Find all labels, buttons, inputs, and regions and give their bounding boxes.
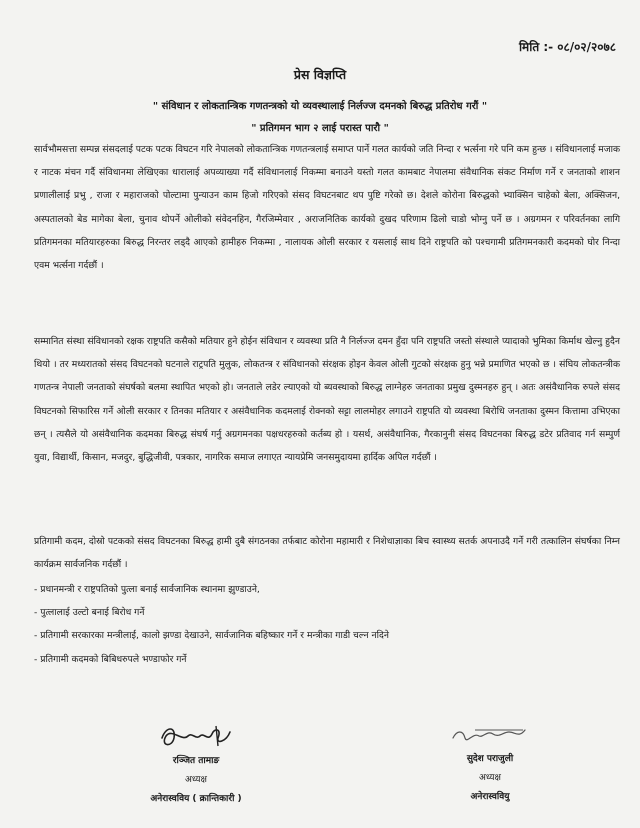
paragraph-3: प्रतिगामी कदम, दोस्रो पटकको संसद विघटनका बिरुद्ध हामी दुबै संगठनका तर्फबाट कोरोना महामारी र निशेधाज्ञाका बिच स्वास्थ्य सतर्क अपनाउदै गर्ने गरी तत्कालिन संघर्षका निम्न कार्यक्रम सार्वजनिक गर्दछौं । xyxy=(34,536,620,571)
signatory-role: अध्यक्ष xyxy=(479,773,501,783)
signatory-organization: अनेरास्वविय ( क्रान्तिकारी ) xyxy=(150,794,242,804)
signature-block-left xyxy=(96,722,296,809)
list-item: - पुत्लालाई उल्टो बनाई बिरोध गर्ने xyxy=(34,601,620,624)
paragraph-1: सार्वभौमसत्ता सम्पन्न संसदलाई पटक पटक विघटन गरि नेपालको लोकतान्त्रिक गणतन्त्रलाई समाप्त पार्ने गलत कार्यको जति निन्दा र भर्त्सना गरे पनि कम हुन्छ । संविधानलाई मजाक र नाटक मंचन गर्दै संविधानमा लेखिएका धारालाई अपव्याख्या गर्दै संविधानलाई निकम्मा बनाउने यस्तो गलत कामबाट नेपालमा संवैधानिक संकट निर्माण गर्ने र जनताको शाशन प्रणालीलाई प्रभु , राजा र महाराजको पोल्टामा पुन्याउन काम हिजो गरिएको संसद विघटनबाट थप पुष्टि गरेको छ। देशले कोरोना बिरुद्धको भ्याक्सिन चाहेको बेला, अक्सिजन, अस्पतालको बेड मागेका बेला, चुनाव थोपर्ने ओलीको संवेदनहिन, गैरजिम्मेवार , अराजनितिक कार्यको दुखद परिणाम ढिलो चाडो भोग्नु पर्ने छ । अग्रगमन र परिवर्तनका लागि प्रतिगमनका मतियारहरुका बिरुद्ध निरन्तर लड्दै आएको हामीहरु निकम्मा , नालायक ओली सरकार र यसलाई साथ दिने राष्ट्रपति को पश्चगामी प्रतिगमनकारी कदमको घोर निन्दा एवम भर्त्सना गर्दछौं । xyxy=(34,144,620,272)
signatory-name: रञ्जित तामाङ xyxy=(172,756,220,766)
list-item: - प्रधानमन्त्री र राष्ट्रपतिको पुत्ला बनाई सार्वजानिक स्थानमा झुण्डाउने, xyxy=(34,578,620,601)
document-heading: प्रेस विज्ञप्ति xyxy=(293,67,347,82)
date-line: मिति :- ०८/०२/२०७८ xyxy=(518,40,616,54)
signatory-organization: अनेरास्ववियु xyxy=(470,792,510,802)
signatory-name: सुदेश पराजुली xyxy=(466,754,514,764)
handwritten-signature-right xyxy=(445,720,535,750)
list-item: - प्रतिगामी कदमको बिबिधरुपले भण्डाफोर गर्ने xyxy=(34,648,620,671)
program-list xyxy=(34,578,620,671)
paragraph-2: सम्मानित संस्था संविधानको रक्षक राष्ट्रपति कसैको मतियार हुने होईन संविधान र व्यवस्था प्रति नै निर्लज्ज दमन हुँदा पनि राष्ट्रपति जस्तो संस्थाले प्यादाको भुमिका किर्माथ खेल्नु हुदैन थियो । तर मध्यरातको संसद विघटनको घटनाले राट्रपति मुलुक, लोकतन्त्र र संविधानको संरक्षक होइन केवल ओली गुटको संरक्षक हुनु भन्ने प्रमाणित भएको छ । संघिय लोकतन्त्रीक गणतन्त्र नेपाली जनताको संघर्षको बलमा स्थापित भएको हो। जनताले लडेर ल्याएको यो ब्यवस्थाको बिरुद्ध लाग्नेहरु जनताका प्रमुख दुस्मनहरु हुन् । अतः असंवैधानिक रुपले संसद विघटनको सिफारिस गर्ने ओली सरकार र तिनका मतियार र असंवैधानिक कदमलाई रोक्नको सट्टा लालमोहर लगाउने राष्ट्रपति यो व्यवस्था बिरोधि जनताका दुस्मन कित्तामा उभिएका छन् । त्यसैले यो असंवैधानिक कदमका बिरुद्ध संघर्ष गर्नु अग्रगमनका पक्षधरहरुको कर्तब्य हो । यसर्थ, असंवैधानिक, गैरकानुनी संसद विघटनका बिरुद्ध डटेर प्रतिवाद गर्न सम्पुर्ण युवा, विद्यार्थी, किसान, मजदुर, बुद्धिजीवी, पत्रकार, नागरिक समाज लगाएत न्यायप्रेमि जनसमुदायमा हार्दिक अपिल गर्दछौं । xyxy=(34,336,620,464)
signatory-role: अध्यक्ष xyxy=(185,775,207,785)
slogan-line-1: " संविधान र लोकतान्त्रिक गणतन्त्रको यो व्यवस्थालाई निर्लज्ज दमनको बिरुद्ध प्रतिरोध गरौं " xyxy=(152,101,488,112)
handwritten-signature-left xyxy=(156,722,236,752)
slogan-line-2: " प्रतिगमन भाग २ लाई परास्त पारौ " xyxy=(251,123,389,134)
signature-block-right xyxy=(380,720,600,807)
list-item: - प्रतिगामी सरकारका मन्त्रीलाई, कालो झण्डा देखाउने, सार्वजानिक बहिष्कार गर्ने र मन्त्रीका गाडी चल्न नदिने xyxy=(34,624,620,647)
